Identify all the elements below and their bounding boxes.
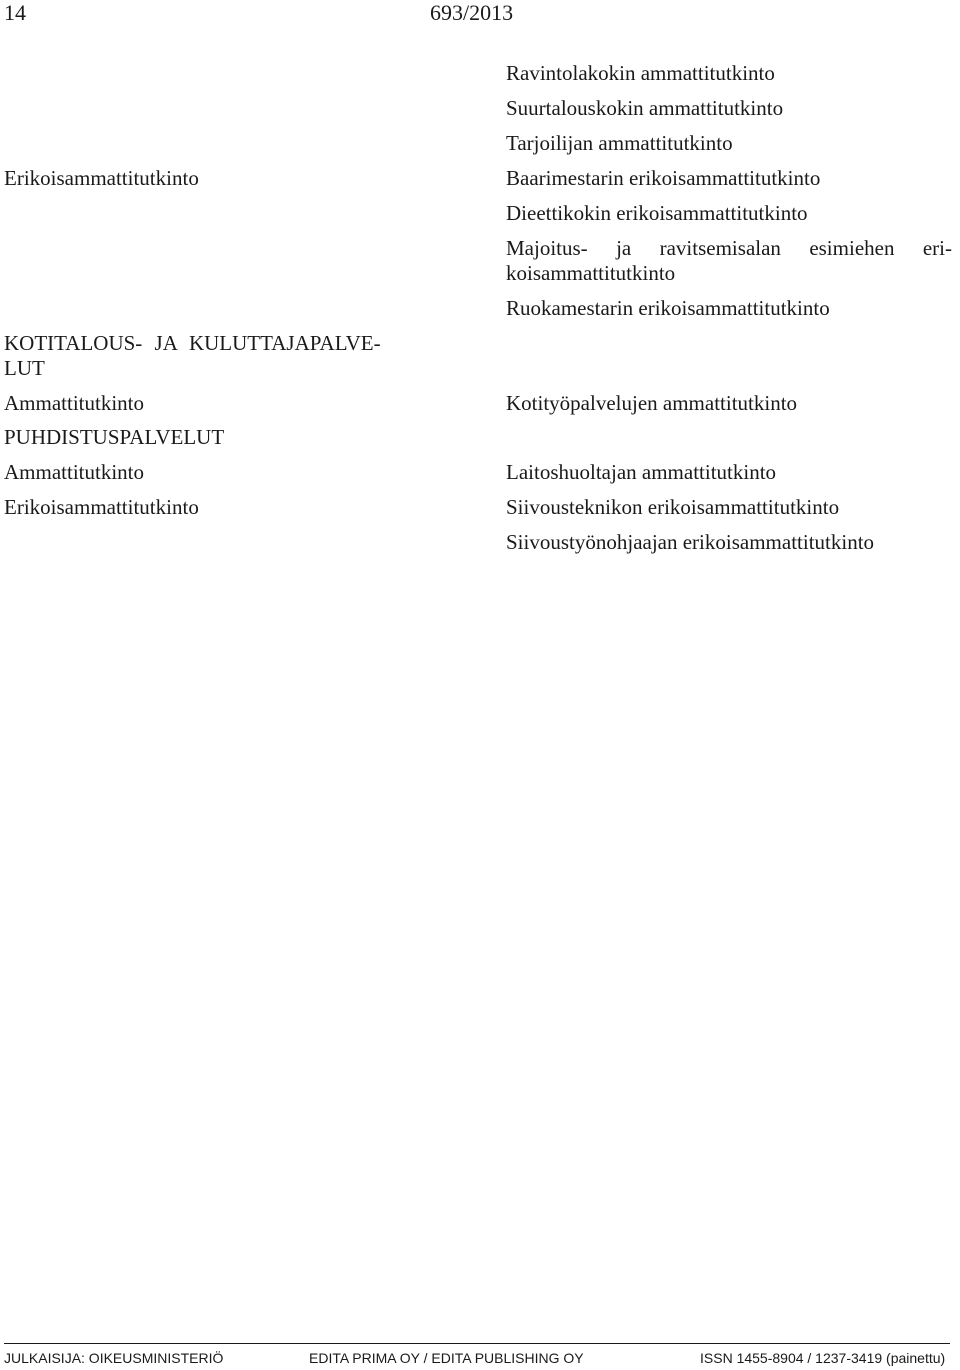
footer-issn: ISSN 1455-8904 / 1237-3419 (painettu) (700, 1350, 946, 1366)
qualification-name: Siivoustyönohjaajan erikoisammattitutkinto (506, 530, 875, 554)
qualification-name: Suurtalouskokin ammattitutkinto (506, 96, 784, 120)
field-heading: KOTITALOUS- JA KULUTTAJAPALVE- (4, 331, 381, 355)
footer-printer: EDITA PRIMA OY / EDITA PUBLISHING OY (309, 1350, 584, 1366)
qualification-name: Majoitus- ja ravitsemisalan esimiehen eri- (506, 236, 952, 260)
qualification-name: Tarjoilijan ammattitutkinto (506, 131, 733, 155)
field-heading-continuation: LUT (4, 356, 45, 380)
qualification-level: Ammattitutkinto (4, 391, 144, 415)
qualification-name: Siivousteknikon erikoisammattitutkinto (506, 495, 840, 519)
qualification-name-continuation: koisammattitutkinto (506, 261, 676, 285)
qualification-name: Baarimestarin erikoisammattitutkinto (506, 166, 821, 190)
qualification-name: Laitoshuoltajan ammattitutkinto (506, 460, 777, 484)
field-heading: PUHDISTUSPALVELUT (4, 425, 225, 449)
qualification-level: Erikoisammattitutkinto (4, 166, 199, 190)
footer-divider (4, 1343, 950, 1344)
document-number: 693/2013 (430, 0, 514, 25)
qualification-level: Ammattitutkinto (4, 460, 144, 484)
qualification-name: Ruokamestarin erikoisammattitutkinto (506, 296, 830, 320)
footer-publisher: JULKAISIJA: OIKEUSMINISTERIÖ (4, 1350, 224, 1366)
qualification-name: Kotityöpalvelujen ammattitutkinto (506, 391, 798, 415)
qualification-name: Dieettikokin erikoisammattitutkinto (506, 201, 808, 225)
qualification-level: Erikoisammattitutkinto (4, 495, 199, 519)
page-number: 14 (4, 0, 26, 25)
qualification-name: Ravintolakokin ammattitutkinto (506, 61, 775, 85)
